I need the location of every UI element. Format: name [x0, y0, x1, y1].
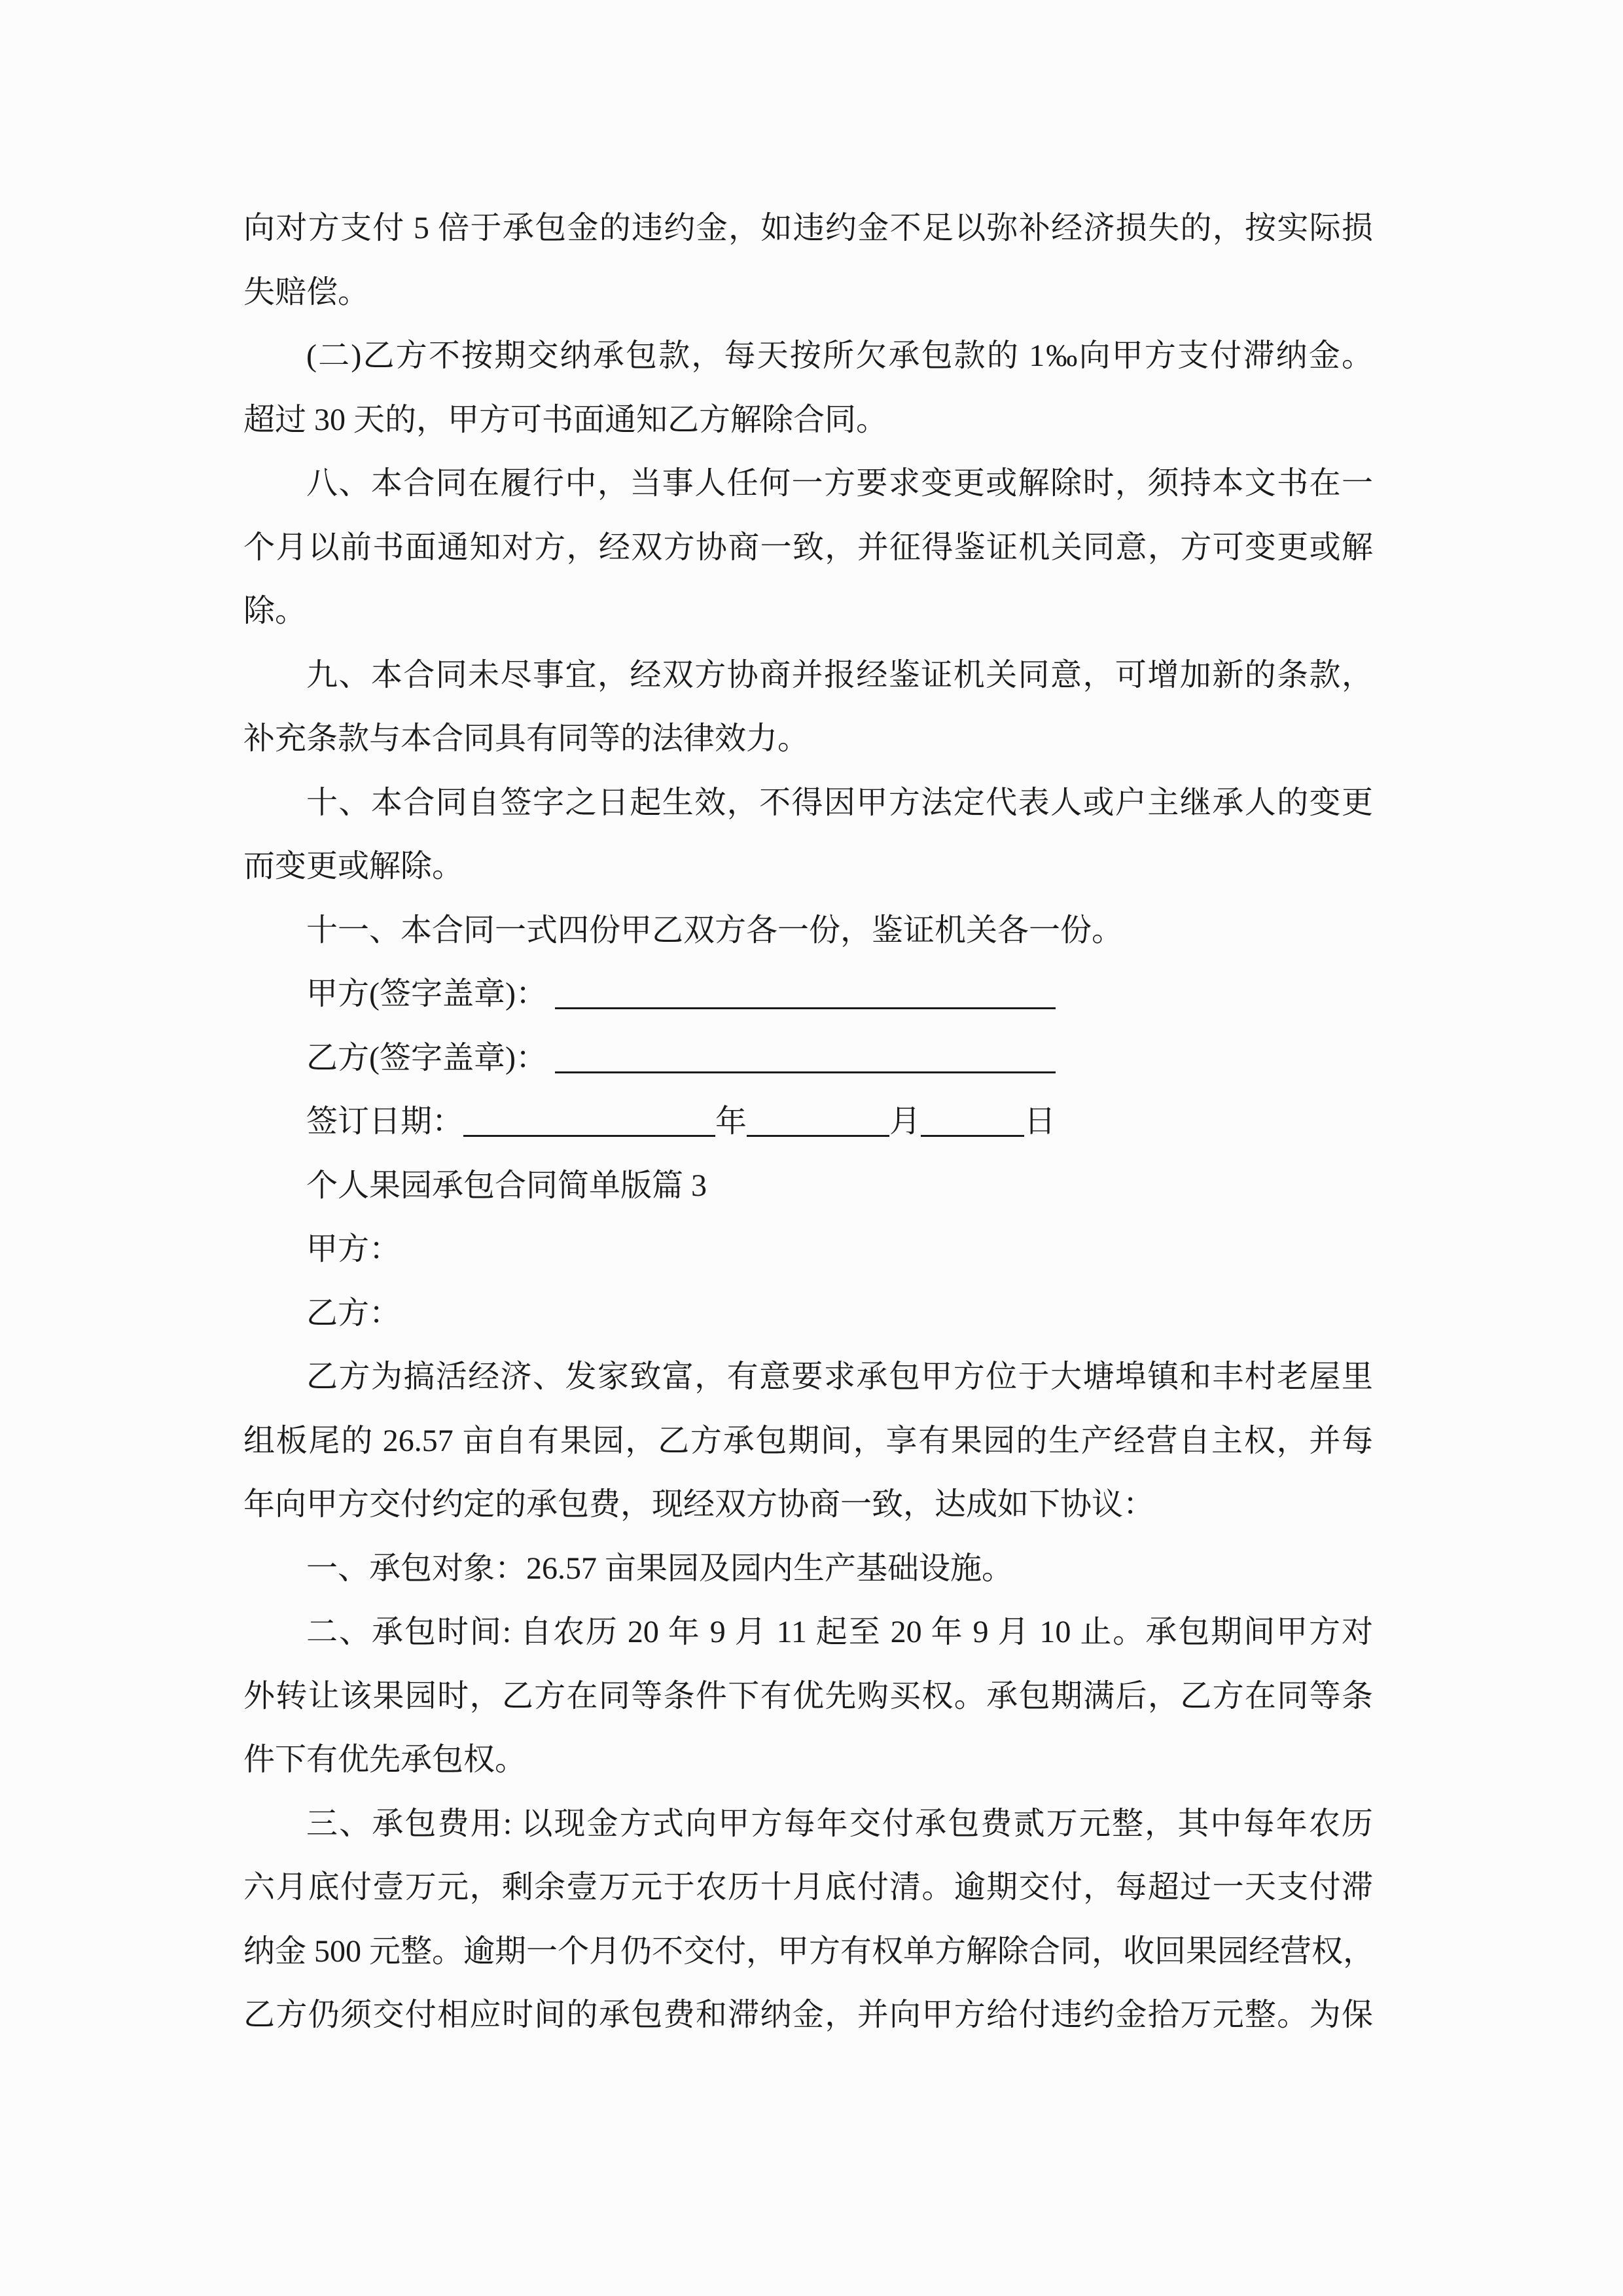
clause-line: [243, 579, 1373, 643]
text-run: 乙方：: [306, 1295, 401, 1331]
clause-line: [243, 1473, 1373, 1537]
text-run: 六月底付壹万元，剩余壹万元于农历十月底付清。逾期交付，每超过一天支付滞: [243, 1870, 1373, 1905]
fill-in-blank-rule: [555, 976, 1056, 1009]
text-run: 三、承包费用: 以现金方式向甲方每年交付承包费贰万元整，其中每年农历: [306, 1806, 1373, 1841]
clause-line: [243, 1537, 1373, 1601]
clause-line: [243, 707, 1373, 771]
text-run: 向对方支付 5 倍于承包金的违约金，如违约金不足以弥补经济损失的，按实际损: [243, 211, 1373, 245]
text-run: 一、承包对象：26.57 亩果园及园内生产基础设施。: [306, 1551, 1014, 1586]
text-run: 签订日期：: [306, 1104, 464, 1139]
clause-line: [243, 1983, 1373, 2047]
clause-line: [243, 452, 1373, 516]
text-run: 外转让该果园时，乙方在同等条件下有优先购买权。承包期满后，乙方在同等条: [243, 1678, 1373, 1713]
clause-line: [243, 324, 1373, 388]
text-run: 超过 30 天的，甲方可书面通知乙方解除合同。: [243, 402, 888, 437]
text-run: 月: [889, 1104, 921, 1139]
text-run: 纳金 500 元整。逾期一个月仍不交付，甲方有权单方解除合同，收回果园经营权，: [243, 1933, 1375, 1969]
text-run: 而变更或解除。: [243, 849, 464, 884]
text-run: 九、本合同未尽事宜，经双方协商并报经鉴证机关同意，可增加新的条款，: [306, 657, 1373, 692]
text-run: 十一、本合同一式四份甲乙双方各一份，鉴证机关各一份。: [306, 912, 1124, 948]
party-b-signature-line: [243, 1026, 1373, 1090]
clause-line: [243, 643, 1373, 708]
clause-line: [243, 1600, 1373, 1664]
section-heading-line: [243, 1154, 1373, 1218]
text-run: 十、本合同自签字之日起生效，不得因甲方法定代表人或户主继承人的变更: [306, 785, 1373, 820]
text-run: 乙方仍须交付相应时间的承包费和滞纳金，并向甲方给付违约金拾万元整。为保: [243, 1998, 1373, 2032]
party-b-line: [243, 1282, 1373, 1346]
clause-line: [243, 196, 1373, 260]
clause-line: [243, 1856, 1373, 1920]
text-run: 个月以前书面通知对方，经双方协商一致，并征得鉴证机关同意，方可变更或解: [243, 529, 1373, 565]
clause-line: [243, 1792, 1373, 1856]
text-run: (二)乙方不按期交纳承包款，每天按所欠承包款的 1‰向甲方支付滞纳金。: [306, 338, 1373, 373]
fill-in-blank-rule: [747, 1103, 889, 1137]
text-run: 乙方为搞活经济、发家致富，有意要求承包甲方位于大塘埠镇和丰村老屋里: [306, 1359, 1373, 1394]
clause-line: [243, 516, 1373, 580]
text-run: 乙方(签字盖章)：: [306, 1040, 555, 1075]
text-run: 个人果园承包合同简单版篇 3: [306, 1168, 707, 1203]
text-run: 补充条款与本合同具有同等的法律效力。: [243, 721, 810, 756]
party-a-line: [243, 1217, 1373, 1282]
clause-line: [243, 1345, 1373, 1409]
text-run: 甲方：: [306, 1232, 401, 1266]
text-run: 日: [1024, 1104, 1056, 1139]
fill-in-blank-rule: [555, 1040, 1056, 1073]
clause-line: [243, 1920, 1373, 1984]
signing-date-line: [243, 1090, 1373, 1154]
clause-line: [243, 260, 1373, 325]
text-run: 组板尾的 26.57 亩自有果园，乙方承包期间，享有果园的生产经营自主权，并每: [243, 1423, 1373, 1458]
text-run: 除。: [243, 594, 307, 628]
clause-line: [243, 899, 1373, 963]
fill-in-blank-rule: [463, 1103, 715, 1137]
clause-line: [243, 834, 1373, 899]
clause-line: [243, 771, 1373, 835]
clause-line: [243, 388, 1373, 452]
clause-line: [243, 1664, 1373, 1729]
text-run: 二、承包时间: 自农历 20 年 9 月 11 起至 20 年 9 月 10 止。承包期间甲方对: [306, 1615, 1373, 1649]
text-run: 年向甲方交付约定的承包费，现经双方协商一致，达成如下协议：: [243, 1487, 1155, 1522]
text-run: 八、本合同在履行中，当事人任何一方要求变更或解除时，须持本文书在一: [306, 466, 1373, 501]
text-run: 甲方(签字盖章)：: [306, 977, 555, 1011]
clause-line: [243, 1409, 1373, 1473]
text-run: 失赔偿。: [243, 274, 370, 310]
party-a-signature-line: [243, 962, 1373, 1026]
fill-in-blank-rule: [921, 1103, 1024, 1137]
clause-line: [243, 1728, 1373, 1792]
text-run: 件下有优先承包权。: [243, 1742, 527, 1777]
text-run: 年: [715, 1104, 747, 1139]
